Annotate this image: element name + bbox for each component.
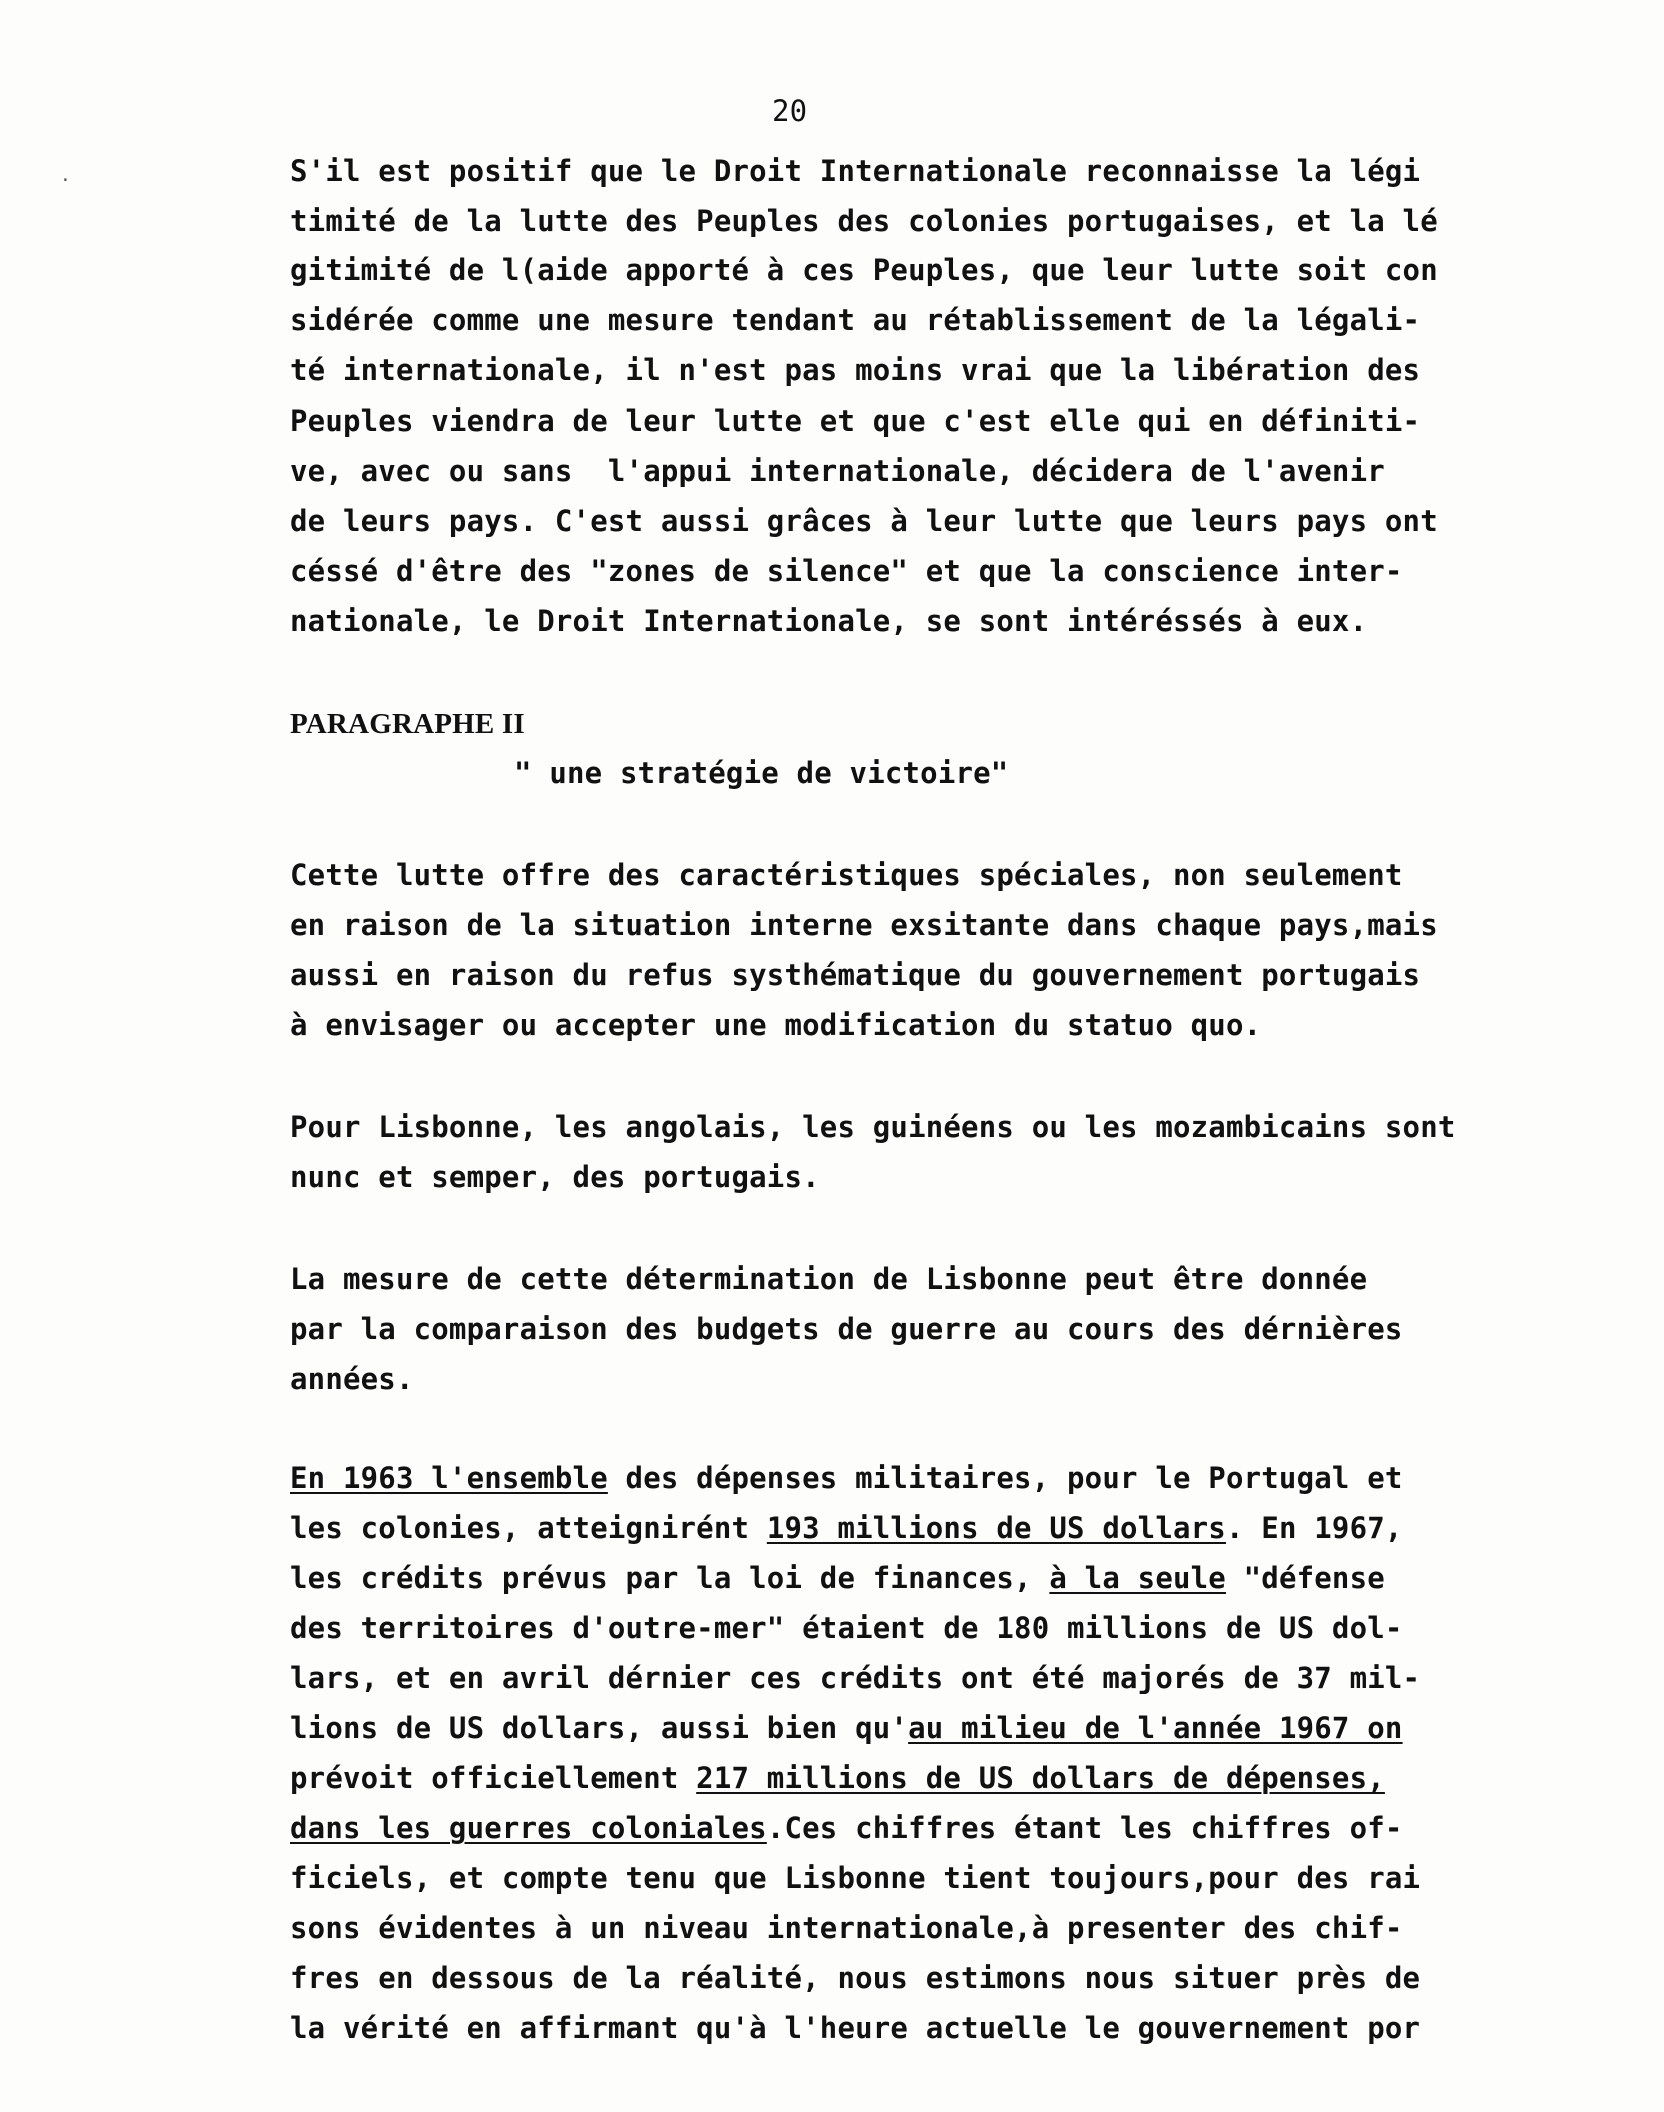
text-line: té internationale, il n'est pas moins vrai que la libération des	[290, 353, 1421, 387]
underlined-phrase: 193 millions de US dollars	[766, 1511, 1226, 1545]
text-line: nationale, le Droit Internationale, se sont intéréssés à eux.	[290, 604, 1368, 638]
underlined-phrase: En 1963 l'ensemble	[290, 1461, 608, 1495]
text-line: La mesure de cette détermination de Lisbonne peut être donnée	[290, 1262, 1368, 1296]
text-line: nunc et semper, des portugais.	[290, 1160, 820, 1194]
text-line: céssé d'être des "zones de silence" et que la conscience inter-	[290, 554, 1403, 588]
text-line: en raison de la situation interne exsitante dans chaque pays,mais	[290, 908, 1438, 942]
text-line: Pour Lisbonne, les angolais, les guinéens ou les mozambicains sont	[290, 1110, 1456, 1144]
text-span: prévoit officiellement	[290, 1761, 697, 1795]
text-line: de leurs pays. C'est aussi grâces à leur lutte que leurs pays ont	[290, 504, 1438, 538]
text-span: lions de US dollars, aussi bien qu'	[290, 1711, 909, 1745]
text-line: ficiels, et compte tenu que Lisbonne tient toujours,pour des rai	[290, 1861, 1421, 1895]
text-line: lars, et en avril dérnier ces crédits ont été majorés de 37 mil-	[290, 1661, 1421, 1695]
underlined-phrase: 217 millions de US dollars de dépenses,	[696, 1761, 1385, 1795]
text-span: . En 1967,	[1225, 1511, 1403, 1545]
text-line: à envisager ou accepter une modification du statuo quo.	[290, 1008, 1262, 1042]
text-line: sons évidentes à un niveau internationale,à presenter des chif-	[290, 1911, 1403, 1945]
text-line	[290, 1711, 1403, 1745]
text-line: ve, avec ou sans l'appui internationale, décidera de l'avenir	[290, 454, 1385, 488]
text-line	[290, 1511, 1403, 1545]
text-line: S'il est positif que le Droit Internationale reconnaisse la légi	[290, 154, 1421, 188]
section-heading: PARAGRAPHE II	[290, 708, 525, 740]
text-line: fres en dessous de la réalité, nous estimons nous situer près de	[290, 1961, 1421, 1995]
text-line	[290, 1761, 1385, 1795]
text-line: par la comparaison des budgets de guerre au cours des dérnières	[290, 1312, 1403, 1346]
text-line: aussi en raison du refus systhématique du gouvernement portugais	[290, 958, 1421, 992]
text-span: les colonies, atteignirént	[290, 1511, 767, 1545]
underlined-phrase: dans les guerres coloniales	[290, 1811, 767, 1845]
underlined-phrase: au milieu de l'année 1967 on	[908, 1711, 1403, 1745]
text-span: des dépenses militaires, pour le Portugal et	[607, 1461, 1403, 1495]
margin-mark: ·	[60, 170, 72, 191]
text-span: .Ces chiffres étant les chiffres of-	[766, 1811, 1403, 1845]
text-line	[290, 1461, 1403, 1495]
text-span: "défense	[1225, 1561, 1385, 1595]
text-line: Cette lutte offre des caractéristiques spéciales, non seulement	[290, 858, 1403, 892]
underlined-phrase: à la seule	[1049, 1561, 1226, 1595]
text-line	[290, 1561, 1385, 1595]
text-line: la vérité en affirmant qu'à l'heure actuelle le gouvernement por	[290, 2011, 1421, 2045]
text-line: timité de la lutte des Peuples des colonies portugaises, et la lé	[290, 204, 1438, 238]
text-line: gitimité de l(aide apporté à ces Peuples, que leur lutte soit con	[290, 253, 1438, 287]
text-line	[290, 1811, 1403, 1845]
text-line: sidérée comme une mesure tendant au rétablissement de la légali-	[290, 303, 1421, 337]
section-subtitle: " une stratégie de victoire"	[514, 756, 1009, 790]
page-number: 20	[772, 94, 808, 128]
text-span: les crédits prévus par la loi de finances,	[290, 1561, 1050, 1595]
text-line: Peuples viendra de leur lutte et que c'est elle qui en définiti-	[290, 404, 1421, 438]
text-line: années.	[290, 1362, 414, 1396]
text-line: des territoires d'outre-mer" étaient de 180 millions de US dol-	[290, 1611, 1403, 1645]
